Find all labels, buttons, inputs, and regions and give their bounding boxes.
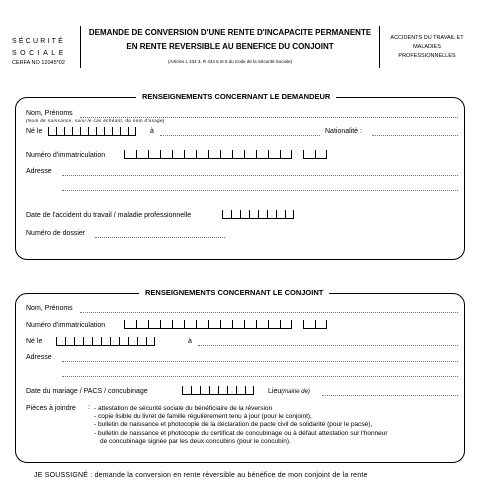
demandeur-adresse-field-1[interactable] <box>62 175 458 176</box>
conjoint-pieces-colon: : <box>88 404 90 411</box>
demandeur-birthdate-boxes[interactable] <box>48 127 136 136</box>
conjoint-adresse-label: Adresse <box>26 354 52 361</box>
conjoint-adresse-field-1[interactable] <box>62 361 458 362</box>
demandeur-adresse-label: Adresse <box>26 168 52 175</box>
conjoint-nom-field[interactable] <box>80 312 458 313</box>
demandeur-nom-note: (Nom de naissance, suivi le cas échéant, du nom d'usage) <box>26 118 165 123</box>
org-name-line1: SÉCURITÉ <box>12 38 65 45</box>
demandeur-immat-label: Numéro d'immatriculation <box>26 152 106 159</box>
conjoint-pieces-label: Pièces à joindre <box>26 405 76 412</box>
form-articles: (Articles L 434 3, R 434 5 et 6 du Code de la Sécurité Sociale) <box>168 59 292 64</box>
conjoint-immat-label: Numéro d'immatriculation <box>26 322 106 329</box>
demandeur-dossier-field[interactable] <box>95 237 225 238</box>
demandeur-ne-le-label: Né le <box>26 128 43 135</box>
demandeur-dossier-label: Numéro de dossier <box>26 230 86 237</box>
demandeur-nationalite-label: Nationalité : <box>325 128 362 135</box>
section-demandeur-title: RENSEIGNEMENTS CONCERNANT LE DEMANDEUR <box>136 92 336 101</box>
conjoint-ne-le-label: Né le <box>26 338 43 345</box>
demandeur-immat-boxes[interactable] <box>124 150 292 159</box>
piece-item: de concubinage signée par les deux concubins (pour le concubin). <box>100 437 291 445</box>
conjoint-date-mariage-boxes[interactable] <box>182 386 254 395</box>
form-title-line1: DEMANDE DE CONVERSION D'UNE RENTE D'INCAPACITE PERMANENTE <box>88 28 372 37</box>
piece-item: - attestation de sécurité sociale du bénéficiaire de la réversion <box>94 405 273 412</box>
demandeur-a-label: à <box>150 128 154 135</box>
conjoint-adresse-field-2[interactable] <box>62 376 458 377</box>
header-right-text: ACCIDENTS DU TRAVAIL ET MALADIES PROFESSIONNELLES <box>390 35 464 59</box>
demandeur-nationalite-field[interactable] <box>372 135 458 136</box>
demandeur-adresse-field-2[interactable] <box>62 190 458 191</box>
conjoint-birthplace-field[interactable] <box>198 345 458 346</box>
conjoint-nom-label: Nom, Prénoms <box>26 305 73 312</box>
piece-item: - copie lisible du livret de famille régulièrement tenu à jour (pour le conjoint), <box>94 413 312 421</box>
declaration-text: JE SOUSSIGNÉ : demande la conversion en rente réversible au bénéfice de mon conjoint de la rente <box>34 472 368 479</box>
form-title-line2: EN RENTE REVERSIBLE AU BENEFICE DU CONJOINT <box>126 42 334 51</box>
demandeur-nom-label: Nom, Prénoms <box>26 110 73 117</box>
conjoint-lieu-label <box>268 388 310 396</box>
org-name-line2: SOCIALE <box>12 50 67 57</box>
piece-item: - bulletin de naissance et photocopie de la déclaration de pacte civil de solidarité (pour le pacsé), <box>94 421 373 429</box>
cerfa-number: CERFA NO 12045*02 <box>12 60 65 66</box>
conjoint-a-label: à <box>188 338 192 345</box>
conjoint-lieu-note: (mairie de) <box>281 389 310 395</box>
demandeur-date-accident-boxes[interactable] <box>222 210 294 219</box>
conjoint-immat-key-boxes[interactable] <box>303 320 327 329</box>
conjoint-date-mariage-label: Date du mariage / PACS / concubinage <box>26 388 148 395</box>
conjoint-birthdate-boxes[interactable] <box>56 337 155 346</box>
demandeur-date-accident-label: Date de l'accident du travail / maladie professionnelle <box>26 212 192 219</box>
demandeur-immat-key-boxes[interactable] <box>303 150 327 159</box>
section-conjoint-title: RENSEIGNEMENTS CONCERNANT LE CONJOINT <box>139 288 329 297</box>
conjoint-lieu-text: Lieu <box>268 388 282 395</box>
demandeur-nom-field[interactable] <box>80 117 458 118</box>
piece-item: - bulletin de naissance et photocopie du certificat de concubinage ou à défaut attestation sur l'honneur <box>94 429 388 437</box>
demandeur-birthplace-field[interactable] <box>160 135 320 136</box>
conjoint-pieces-list <box>94 405 388 446</box>
conjoint-lieu-field[interactable] <box>322 395 458 396</box>
conjoint-immat-boxes[interactable] <box>124 320 292 329</box>
